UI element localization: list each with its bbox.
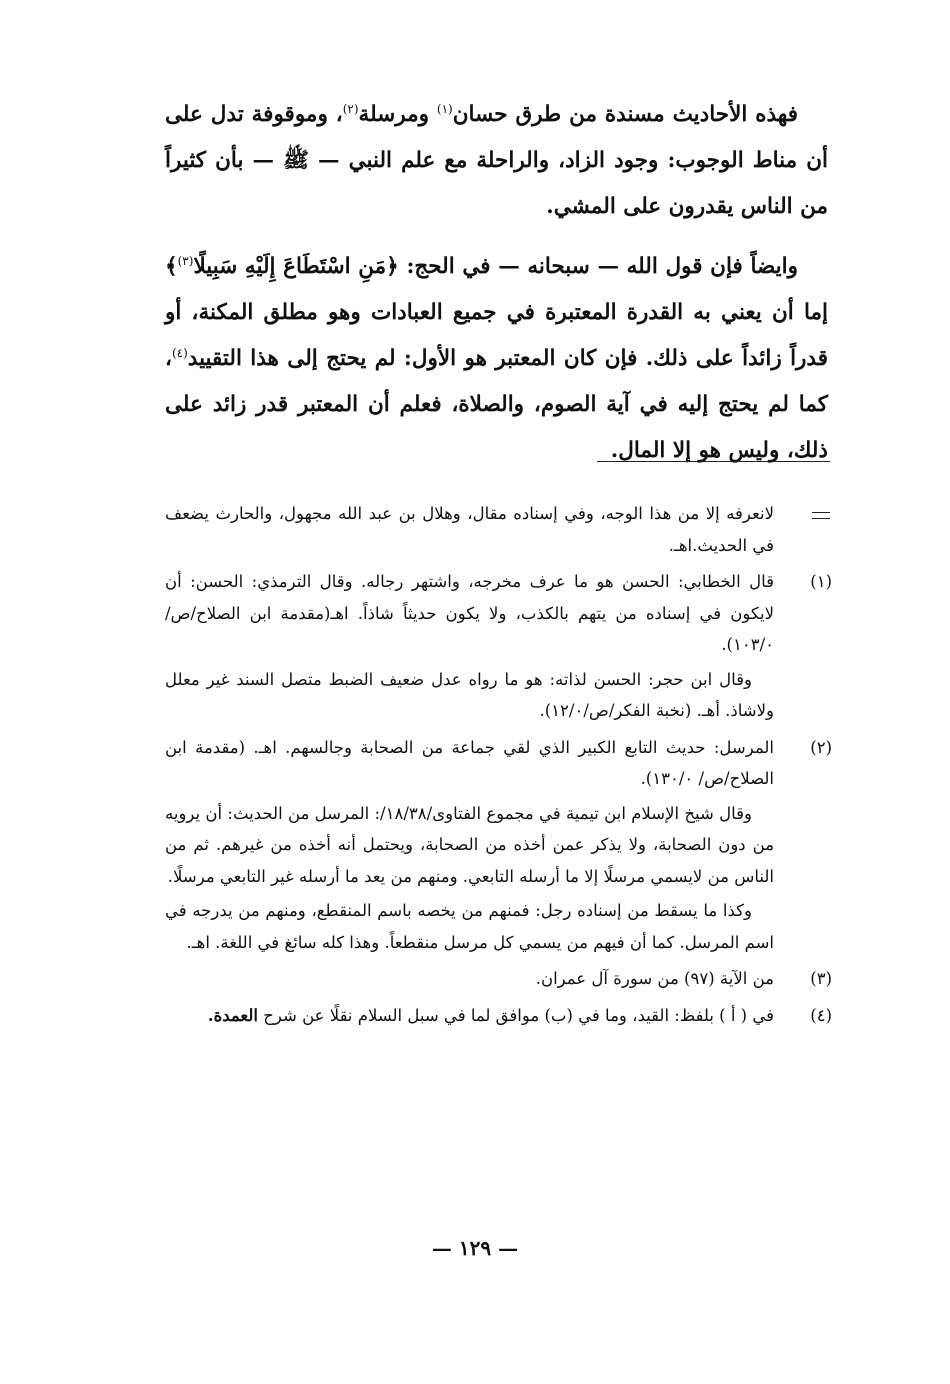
main-text xyxy=(165,92,828,474)
continuation-text: لانعرفه إلا من هذا الوجه، وفي إسناده مقال، وهلال بن عبد الله مجهول، والحارث يضعف في الحديث.اهـ. xyxy=(165,504,774,555)
quran-verse: ﴿مَنِ اسْتَطَاعَ إِلَيْهِ سَبِيلًا xyxy=(193,254,399,279)
footnote-2-text-3: وكذا ما يسقط من إسناده رجل: فمنهم من يخصه باسم المنقطع، ومنهم من يدرجه في اسم المرسل. كما أن فيهم من يسمي كل مرسل منقطعاً. وهذا كله سائغ في اللغة. اهـ. xyxy=(165,901,774,952)
footnote-separator xyxy=(597,461,830,462)
equals-icon xyxy=(812,512,830,519)
footnote-4-last-word: العمدة. xyxy=(207,1005,258,1025)
paragraph-1-text-b: ومرسلة xyxy=(358,102,437,127)
footnote-1 xyxy=(165,566,832,727)
quran-close-bracket: ﴾ xyxy=(165,254,178,279)
footnote-ref-3: (٣) xyxy=(177,253,194,268)
footnote-ref-2: (٢) xyxy=(342,101,359,116)
footnotes xyxy=(165,498,832,1031)
footnote-2-marker: (٢) xyxy=(810,737,832,757)
footnote-3 xyxy=(165,963,832,995)
footnote-4 xyxy=(165,1000,832,1032)
continuation-marker xyxy=(774,498,832,530)
footnote-4-text xyxy=(165,1000,774,1032)
footnote-2-text-2: وقال شيخ الإسلام ابن تيمية في مجموع الفتاوى/١٨/٣٨/: المرسل من الحديث: أن يرويه من دون الصحابة، ولا يذكر عمن أخذه من الصحابة، ويحتمل أنه أخذه من غيرهم. ثم من الناس من لايسمي مرسلًا إلا ما أرسله التابعي. ومنهم من يعد ما أرسله غير التابعي مرسلًا. xyxy=(165,803,774,886)
footnote-ref-1: (١) xyxy=(436,101,453,116)
footnote-1-marker: (١) xyxy=(810,572,832,591)
paragraph-1 xyxy=(165,92,828,230)
footnote-2-text: المرسل: حديث التابع الكبير الذي لقي جماعة من الصحابة وجالسهم. اهـ. (مقدمة ابن الصلاح/ص/ ١٣٠/٠). xyxy=(165,737,774,788)
footnote-1-text: قال الخطابي: الحسن هو ما عرف مخرجه، واشتهر رجاله. وقال الترمذي: الحسن: أن لايكون في إسناده من يتهم بالكذب، ولا يكون حديثاً شاذاً. اهـ(مقدمة ابن الصلاح/ص/١٠٣/٠). xyxy=(165,572,774,654)
footnote-continuation xyxy=(165,498,832,561)
footnote-3-text: من الآية (٩٧) من سورة آل عمران. xyxy=(535,969,774,988)
paragraph-1-text-a: فهذه الأحاديث مسندة من طرق حسان xyxy=(452,102,798,127)
footnote-ref-4: (٤) xyxy=(171,345,188,360)
paragraph-2-text-c: ، كما لم يحتج إليه في آية الصوم، والصلاة، فعلم أن المعتبر قدر زائد على ذلك، وليس هو إلا المال. xyxy=(165,346,828,463)
footnote-4-marker: (٤) xyxy=(810,1005,832,1025)
footnote-4-text-main: في ( أ ) بلفظ: القيد، وما في (ب) موافق لما في سبل السلام نقلًا عن شرح xyxy=(263,1005,774,1025)
paragraph-1-text-c: ، وموقوفة تدل على أن مناط الوجوب: وجود الزاد، والراحلة مع علم النبي — ﷺ — بأن كثيراً من الناس يقدرون على المشي. xyxy=(165,102,828,219)
page-number: — ١٢٩ — xyxy=(431,1236,519,1260)
paragraph-2-text-a: وايضاً فإن قول الله — سبحانه — في الحج: xyxy=(398,254,798,279)
paragraph-2-text-b: إما أن يعني به القدرة المعتبرة في جميع العبادات وهو مطلق المكنة، أو قدراً زائداً على ذلك. فإن كان المعتبر هو الأول: لم يحتج إلى هذا التقييد xyxy=(165,300,828,371)
paragraph-2 xyxy=(165,244,828,474)
footnote-1-text-2: وقال ابن حجر: الحسن لذاته: هو ما رواه عدل ضعيف الضبط متصل السند غير معلل ولاشاذ. أهـ. (نخبة الفكر/ص/١٢/٠). xyxy=(165,669,774,720)
footnote-2 xyxy=(165,732,832,959)
footnote-3-marker: (٣) xyxy=(810,969,832,988)
